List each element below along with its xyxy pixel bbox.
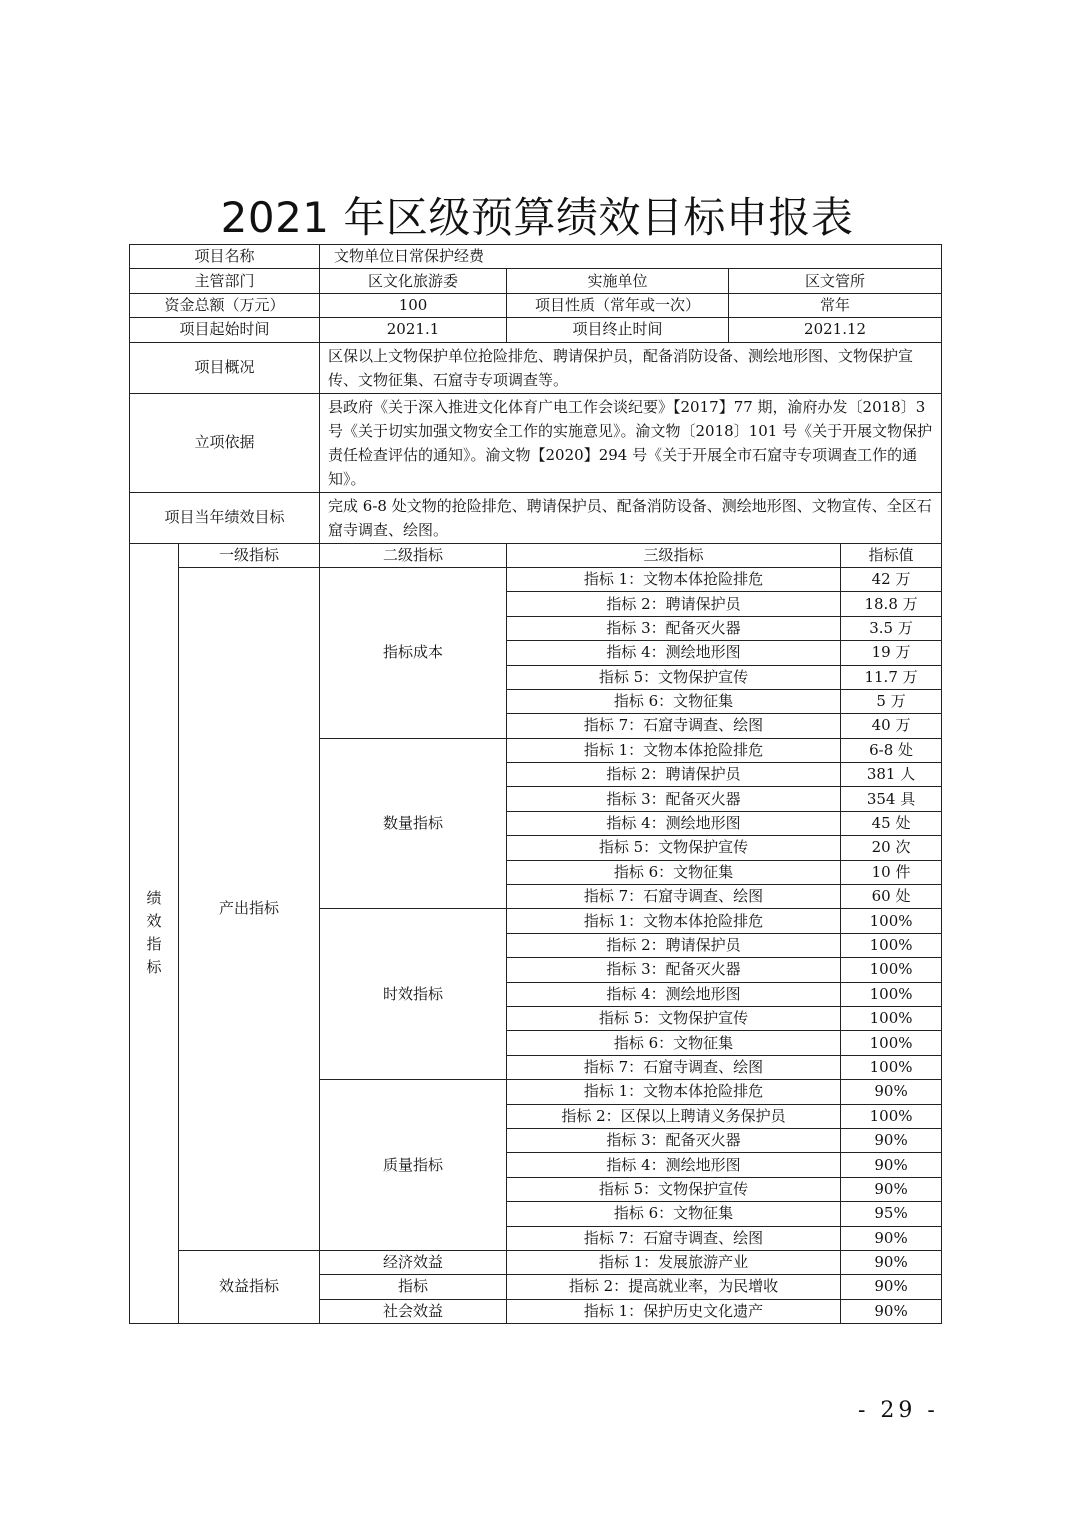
indicator-item: 指标 1：发展旅游产业 [507,1250,841,1274]
indicator-value: 354 具 [841,787,942,811]
indicator-value: 381 人 [841,763,942,787]
indicator-item: 指标 3：配备灭火器 [507,616,841,640]
indicator-item: 指标 4：测绘地形图 [507,811,841,835]
table-row [130,1250,942,1274]
indicator-value: 40 万 [841,714,942,738]
indicator-value: 100% [841,1104,942,1128]
indicator-value: 10 件 [841,860,942,884]
indicator-item: 指标 2：提高就业率，为民增收 [507,1275,841,1299]
indicator-item: 指标 6：文物征集 [507,860,841,884]
vertical-char: 效 [146,912,162,931]
value-nature: 常年 [729,293,942,317]
label-performance-indicators [130,543,179,1324]
indicator-value: 90% [841,1080,942,1104]
budget-performance-table [129,244,942,1324]
indicator-item: 指标 5：文物保护宣传 [507,836,841,860]
indicator-value: 19 万 [841,641,942,665]
value-dept: 区文化旅游委 [320,269,507,293]
indicator-item: 指标 5：文物保护宣传 [507,1006,841,1030]
indicator-item: 指标 7：石窟寺调查、绘图 [507,885,841,909]
level1-output: 产出指标 [179,567,320,1250]
label-overview: 项目概况 [130,342,320,393]
label-nature: 项目性质（常年或一次） [507,293,729,317]
indicator-item: 指标 5：文物保护宣传 [507,1177,841,1201]
label-start-time: 项目起始时间 [130,318,320,342]
level2-economic-line: 经济效益 [320,1250,507,1274]
value-end-time: 2021.12 [729,318,942,342]
indicator-item: 指标 6：文物征集 [507,1202,841,1226]
row-fund [130,293,942,317]
indicator-value: 100% [841,1055,942,1079]
level2-economic-line: 指标 [320,1275,507,1299]
label-total-fund: 资金总额（万元） [130,293,320,317]
indicator-value: 18.8 万 [841,592,942,616]
indicator-item: 指标 7：石窟寺调查、绘图 [507,1226,841,1250]
indicator-item: 指标 3：配备灭火器 [507,958,841,982]
row-annual-goal [130,492,942,543]
indicator-value: 100% [841,1006,942,1030]
indicator-item: 指标 7：石窟寺调查、绘图 [507,714,841,738]
indicator-item: 指标 1：文物本体抢险排危 [507,738,841,762]
indicator-value: 100% [841,982,942,1006]
label-end-time: 项目终止时间 [507,318,729,342]
indicator-item: 指标 1：保护历史文化遗产 [507,1299,841,1323]
indicator-item: 指标 3：配备灭火器 [507,787,841,811]
indicator-item: 指标 6：文物征集 [507,689,841,713]
label-dept: 主管部门 [130,269,320,293]
indicator-value: 95% [841,1202,942,1226]
indicator-value: 45 处 [841,811,942,835]
label-annual-goal: 项目当年绩效目标 [130,492,320,543]
indicator-item: 指标 5：文物保护宣传 [507,665,841,689]
table-row [130,567,942,591]
label-impl-unit: 实施单位 [507,269,729,293]
label-basis: 立项依据 [130,393,320,492]
indicator-value: 60 处 [841,885,942,909]
indicator-value: 90% [841,1177,942,1201]
value-overview: 区保以上文物保护单位抢险排危、聘请保护员，配备消防设备、测绘地形图、文物保护宣传、文物征集、石窟寺专项调查等。 [320,342,942,393]
indicator-item: 指标 1：文物本体抢险排危 [507,909,841,933]
indicator-value: 90% [841,1275,942,1299]
level1-benefit: 效益指标 [179,1250,320,1323]
indicator-value: 100% [841,933,942,957]
value-basis: 县政府《关于深入推进文化体育广电工作会谈纪要》【2017】77 期，渝府办发〔2018〕3 号《关于切实加强文物安全工作的实施意见》。渝文物〔2018〕101 号《关于开展文物保护责任检查评估的通知》。渝文物【2020】294 号《关于开展全市石窟寺专项调查工作的通知》。 [320,393,942,492]
level2-quality: 质量指标 [320,1080,507,1251]
vertical-char: 标 [146,958,162,977]
label-project-name: 项目名称 [130,245,320,269]
indicator-value: 3.5 万 [841,616,942,640]
header-level3: 三级指标 [507,543,841,567]
row-time [130,318,942,342]
header-value: 指标值 [841,543,942,567]
value-annual-goal: 完成 6-8 处文物的抢险排危、聘请保护员、配备消防设备、测绘地形图、文物宣传、全区石窟寺调查、绘图。 [320,492,942,543]
indicator-item: 指标 3：配备灭火器 [507,1128,841,1152]
indicator-item: 指标 4：测绘地形图 [507,641,841,665]
indicator-item: 指标 1：文物本体抢险排危 [507,567,841,591]
indicator-value: 6-8 处 [841,738,942,762]
row-overview [130,342,942,393]
value-total-fund: 100 [320,293,507,317]
indicator-value: 5 万 [841,689,942,713]
indicator-item: 指标 4：测绘地形图 [507,982,841,1006]
indicator-value: 42 万 [841,567,942,591]
indicator-value: 100% [841,909,942,933]
indicator-value: 90% [841,1226,942,1250]
row-indicator-header [130,543,942,567]
level2-social: 社会效益 [320,1299,507,1323]
header-level2: 二级指标 [320,543,507,567]
level2-quantity: 数量指标 [320,738,507,909]
level2-cost: 指标成本 [320,567,507,738]
row-dept [130,269,942,293]
indicator-item: 指标 4：测绘地形图 [507,1153,841,1177]
indicator-item: 指标 1：文物本体抢险排危 [507,1080,841,1104]
value-start-time: 2021.1 [320,318,507,342]
value-impl-unit: 区文管所 [729,269,942,293]
vertical-char: 绩 [146,889,162,908]
indicator-value: 90% [841,1153,942,1177]
indicator-item: 指标 7：石窟寺调查、绘图 [507,1055,841,1079]
page-title: 2021 年区级预算绩效目标申报表 [220,193,854,242]
vertical-char: 指 [146,935,162,954]
indicator-value: 100% [841,1031,942,1055]
page-number: - 29 - [858,1398,939,1423]
row-project-name [130,245,942,269]
indicator-item: 指标 2：聘请保护员 [507,933,841,957]
indicator-value: 90% [841,1299,942,1323]
indicator-item: 指标 2：聘请保护员 [507,763,841,787]
indicator-value: 90% [841,1128,942,1152]
indicator-value: 20 次 [841,836,942,860]
indicator-item: 指标 2：区保以上聘请义务保护员 [507,1104,841,1128]
row-basis [130,393,942,492]
indicator-value: 90% [841,1250,942,1274]
indicator-item: 指标 2：聘请保护员 [507,592,841,616]
level2-timeliness: 时效指标 [320,909,507,1080]
indicator-item: 指标 6：文物征集 [507,1031,841,1055]
value-project-name: 文物单位日常保护经费 [320,245,942,269]
header-level1: 一级指标 [179,543,320,567]
indicator-value: 11.7 万 [841,665,942,689]
indicator-value: 100% [841,958,942,982]
